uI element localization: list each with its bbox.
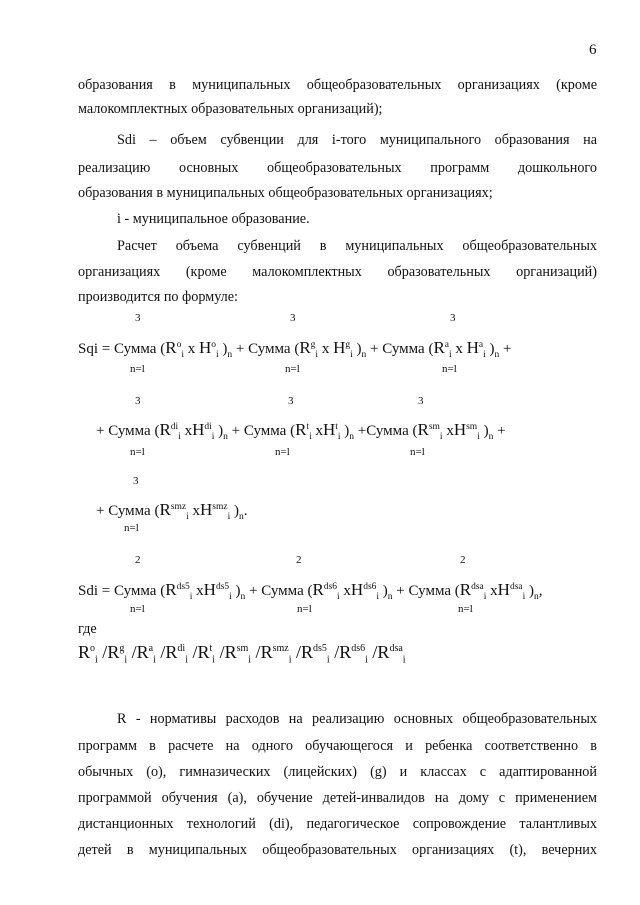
- superscript: t: [335, 422, 338, 432]
- var-h: H: [466, 338, 479, 357]
- subscript: n: [227, 350, 233, 360]
- subscript: i: [186, 512, 189, 522]
- subscript: n: [488, 432, 494, 442]
- var-r: R: [78, 642, 91, 662]
- superscript: sm: [236, 643, 249, 654]
- subscript: i: [309, 432, 312, 442]
- var-h: H: [453, 420, 467, 439]
- superscript: o: [90, 643, 96, 654]
- subscript: i: [189, 592, 193, 602]
- var-h: H: [350, 580, 364, 599]
- sum-upper-limit: 3: [133, 475, 139, 487]
- var-r: R: [260, 642, 273, 662]
- superscript: o: [211, 340, 216, 350]
- superscript: a: [444, 340, 449, 350]
- subscript: i: [365, 654, 368, 666]
- superscript: dsa: [389, 643, 403, 654]
- times-sign: x: [446, 423, 454, 439]
- formula-sqi-line1: Sqi = Сумма ($R^o_i$ x $H^o_i$ )$_n$ + Сумма ($R^g_i$ x $H^g_i$ )$_n$ + Сумма ($R^a_i$ x $H^a_i$ )$_n$ +: [78, 338, 512, 360]
- sum-word: Сумма: [248, 341, 291, 357]
- subscript: i: [402, 654, 406, 666]
- var-h: H: [192, 420, 205, 439]
- subscript: i: [449, 350, 452, 360]
- sum-upper-limit: 2: [296, 554, 302, 566]
- times-sign: x: [321, 341, 330, 357]
- superscript: g: [310, 340, 316, 350]
- subscript: i: [483, 592, 487, 602]
- superscript: sm: [428, 422, 440, 432]
- superscript: ds6: [323, 582, 338, 592]
- sum-lower-limit: n=l: [410, 446, 425, 458]
- sum-lower-limit: n=l: [130, 363, 145, 375]
- var-h: H: [333, 338, 346, 357]
- subscript: i: [185, 654, 188, 666]
- var-r: R: [312, 580, 324, 599]
- superscript: ds6: [363, 582, 377, 592]
- superscript: di: [177, 643, 186, 654]
- sum-word: Сумма: [261, 583, 304, 599]
- superscript: a: [478, 340, 484, 350]
- sum-upper-limit: 3: [288, 395, 294, 407]
- sum-lower-limit: n=l: [285, 363, 300, 375]
- superscript: sm: [466, 422, 478, 432]
- paragraph-line: программой обучения (а), обучение детей-инвалидов на дому с применением: [78, 790, 597, 806]
- subscript: n: [387, 592, 393, 602]
- superscript: di: [204, 422, 212, 432]
- var-r: R: [433, 338, 445, 357]
- sum-lower-limit: n=l: [458, 603, 473, 615]
- superscript: dsa: [509, 582, 523, 592]
- var-r: R: [299, 338, 311, 357]
- superscript: dsa: [471, 582, 484, 592]
- superscript: ds5: [215, 582, 230, 592]
- var-r: R: [165, 338, 177, 357]
- times-sign: x: [192, 503, 200, 519]
- sum-word: Сумма: [108, 423, 151, 439]
- paragraph-line: i - муниципальное образование.: [117, 211, 310, 227]
- var-r: R: [159, 420, 171, 439]
- times-sign: x: [196, 583, 204, 599]
- where-label: где: [78, 621, 97, 637]
- superscript: di: [170, 422, 179, 432]
- sum-upper-limit: 3: [290, 312, 296, 324]
- subscript: i: [439, 432, 443, 442]
- subscript: n: [238, 512, 244, 522]
- var-r: R: [107, 642, 120, 662]
- var-r: R: [136, 642, 149, 662]
- times-sign: x: [315, 423, 323, 439]
- var-h: H: [322, 420, 336, 439]
- paragraph-line: организациях (кроме малокомплектных образовательных организаций): [78, 264, 597, 280]
- sum-lower-limit: n=l: [130, 603, 145, 615]
- var-r: R: [224, 642, 237, 662]
- subscript: i: [477, 432, 480, 442]
- sum-word: Сумма: [113, 583, 157, 599]
- sum-upper-limit: 3: [135, 395, 141, 407]
- paragraph-line: реализацию основных общеобразовательных программ дошкольного: [78, 160, 597, 176]
- var-r: R: [300, 642, 313, 662]
- superscript: t: [209, 643, 213, 654]
- sum-upper-limit: 3: [450, 312, 456, 324]
- sum-upper-limit: 2: [460, 554, 466, 566]
- subscript: i: [212, 654, 216, 666]
- sum-lower-limit: n=l: [275, 446, 290, 458]
- var-h: H: [203, 580, 216, 599]
- paragraph-line: программ в расчете на одного обучающегося и ребенка соответственно в: [78, 738, 597, 754]
- superscript: ds5: [313, 643, 327, 654]
- subscript: i: [215, 350, 219, 360]
- subscript: i: [376, 592, 380, 602]
- subscript: i: [483, 350, 486, 360]
- subscript: i: [229, 592, 232, 602]
- subscript: n: [223, 432, 228, 442]
- paragraph-line: образования в муниципальных общеобразовательных организациях;: [78, 185, 493, 201]
- superscript: ds6: [351, 643, 366, 654]
- subscript: i: [178, 432, 181, 442]
- superscript: ds5: [176, 582, 190, 592]
- formula-sqi-line3: + Сумма ($R^{smz}_i$ $xH^{smz}_i$ )$_n$.: [96, 500, 248, 522]
- paragraph-line: обычных (о), гимназических (лицейских) (g) и классах с адаптированной: [78, 764, 597, 780]
- var-r: R: [197, 642, 210, 662]
- subscript: n: [494, 350, 500, 360]
- formula-lhs: Sdi =: [78, 583, 111, 599]
- sum-word: Сумма: [243, 423, 287, 439]
- superscript: t: [306, 422, 310, 432]
- times-sign: x: [343, 583, 351, 599]
- sum-word: Сумма: [408, 583, 451, 599]
- times-sign: x: [184, 423, 193, 439]
- var-r: R: [417, 420, 429, 439]
- paragraph-line: R - нормативы расходов на реализацию основных общеобразовательных: [117, 711, 597, 727]
- subscript: i: [350, 350, 353, 360]
- subscript: i: [248, 654, 252, 666]
- paragraph-line: Расчет объема субвенций в муниципальных общеобразовательных: [117, 238, 597, 254]
- formula-sdi: Sdi = Сумма ($R^{ds5}_i$ $xH^{ds5}_i$ )$_n$ + Сумма ($R^{ds6}_i$ $xH^{ds6}_i$ )$_n$ + Сумма ($R^{dsa}_i$ $xH^{dsa}_i$ )$_n$,: [78, 580, 543, 602]
- formula-lhs: Sqi =: [78, 341, 111, 357]
- subscript: n: [361, 350, 367, 360]
- paragraph-line: малокомплектных образовательных организаций);: [78, 101, 383, 117]
- formula-sqi-line2: + Сумма ($R^{di}_i$ $xH^{di}_i$ )$_n$ + Сумма ($R^t_i$ $xH^t_i$ )$_n$ +Сумма ($R^{sm}_i$ $xH^{sm}_i$ )$_n$ +: [96, 420, 506, 442]
- sum-upper-limit: 3: [135, 312, 141, 324]
- sum-word: Сумма: [382, 341, 425, 357]
- var-h: H: [198, 338, 212, 357]
- subscript: i: [337, 592, 340, 602]
- subscript: i: [315, 350, 319, 360]
- subscript: i: [95, 654, 98, 666]
- paragraph-line: Sdi – объем субвенции для i-того муниципального образования на: [117, 132, 597, 148]
- superscript: g: [345, 340, 351, 350]
- var-r: R: [159, 500, 171, 519]
- page-number: 6: [589, 42, 597, 58]
- var-r: R: [339, 642, 352, 662]
- sum-word: Сумма: [108, 503, 151, 519]
- subscript: i: [124, 654, 128, 666]
- sum-lower-limit: n=l: [442, 363, 457, 375]
- sum-upper-limit: 3: [418, 395, 424, 407]
- subscript: i: [326, 654, 330, 666]
- var-r: R: [377, 642, 390, 662]
- subscript: n: [240, 592, 246, 602]
- times-sign: x: [490, 583, 498, 599]
- subscript: i: [522, 592, 526, 602]
- var-r: R: [165, 580, 177, 599]
- var-r: R: [295, 420, 307, 439]
- subscript: i: [337, 432, 341, 442]
- superscript: smz: [212, 502, 228, 512]
- subscript: i: [227, 512, 231, 522]
- sum-upper-limit: 2: [135, 554, 141, 566]
- var-r: R: [459, 580, 472, 599]
- superscript: a: [148, 643, 154, 654]
- sum-lower-limit: n=l: [124, 522, 139, 534]
- subscript: i: [211, 432, 215, 442]
- subscript: i: [288, 654, 292, 666]
- times-sign: x: [187, 341, 196, 357]
- superscript: smz: [170, 502, 187, 512]
- times-sign: x: [455, 341, 463, 357]
- subscript: n: [534, 592, 539, 602]
- subscript: i: [153, 654, 156, 666]
- var-h: H: [497, 580, 510, 599]
- sum-word: Сумма: [366, 423, 409, 439]
- superscript: smz: [272, 643, 289, 654]
- superscript: g: [119, 643, 125, 654]
- subscript: n: [349, 432, 355, 442]
- paragraph-line: дистанционных технологий (di), педагогическое сопровождение талантливых: [78, 816, 597, 832]
- normative-ratio-list: $R^o_i$ $/R^g_i$ $/R^a_i$ $/R^{di}_i$ $/R^t_i$ $/R^{sm}_i$ $/R^{smz}_i$ $/R^{ds5}_i$ $/R^{ds6}_i$ $/R^{dsa}_i$: [78, 642, 406, 666]
- sum-lower-limit: n=l: [130, 446, 145, 458]
- var-h: H: [200, 500, 213, 519]
- subscript: i: [181, 350, 184, 360]
- var-r: R: [165, 642, 178, 662]
- paragraph-line: производится по формуле:: [78, 289, 238, 305]
- paragraph-line: детей в муниципальных общеобразовательных организациях (t), вечерних: [78, 842, 597, 858]
- sum-lower-limit: n=l: [297, 603, 312, 615]
- superscript: o: [176, 340, 182, 350]
- sum-word: Сумма: [113, 341, 157, 357]
- paragraph-line: образования в муниципальных общеобразовательных организациях (кроме: [78, 77, 597, 93]
